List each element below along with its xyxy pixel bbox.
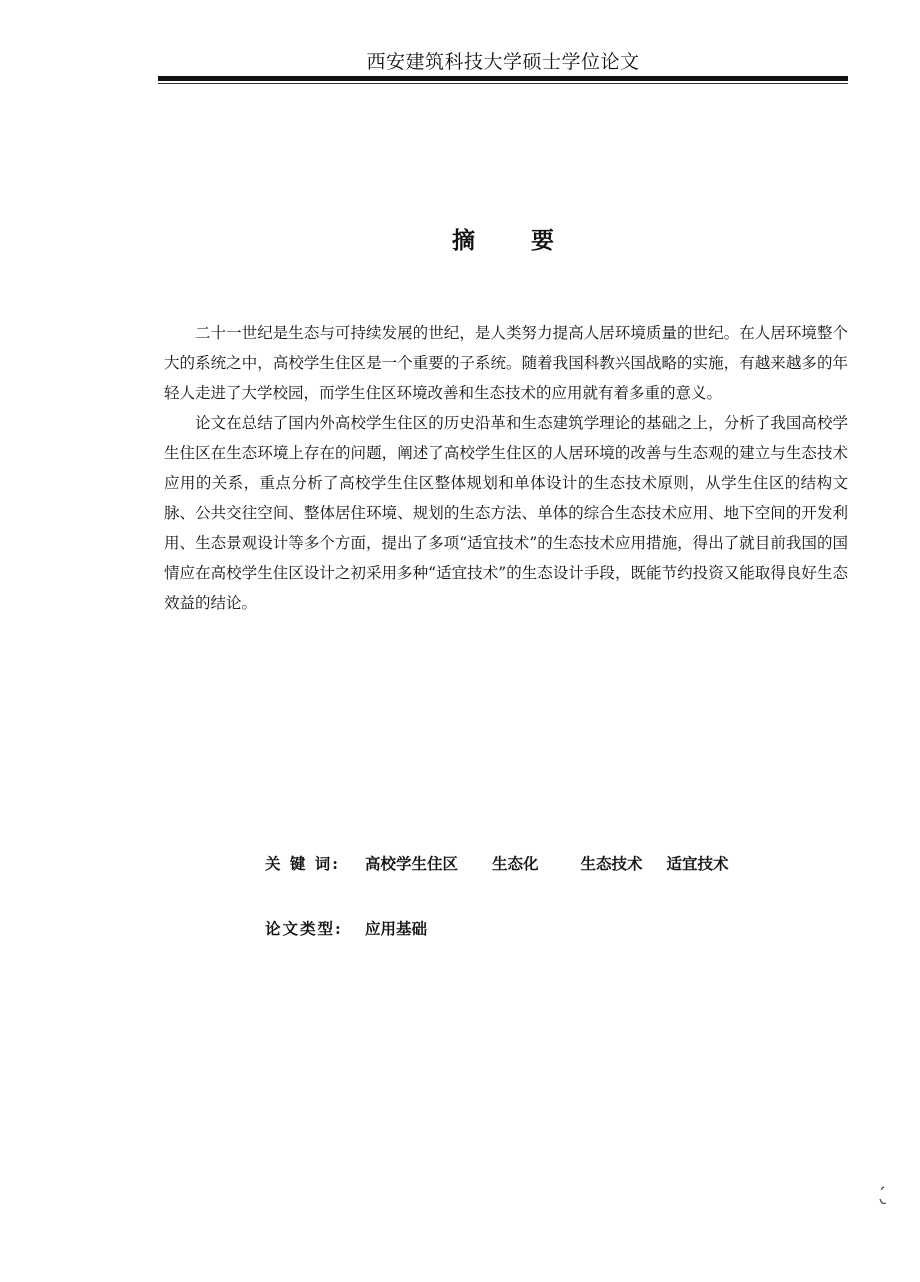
keywords-label: 关 键 词: <box>265 854 341 873</box>
header-rule-thick <box>158 76 848 81</box>
thesis-type-label: 论文类型: <box>265 919 343 938</box>
keyword-item: 适宜技术 <box>666 854 729 873</box>
keyword-item: 生态技术 <box>580 854 643 873</box>
keyword-item: 高校学生住区 <box>365 854 459 873</box>
keywords-section <box>265 852 763 941</box>
keyword-item: 生态化 <box>492 854 539 873</box>
running-header: 西安建筑科技大学硕士学位论文 <box>366 51 640 73</box>
header-rule-thin <box>158 83 848 84</box>
thesis-type-row <box>265 917 763 941</box>
abstract-paragraph-2: 论文在总结了国内外高校学生住区的历史沿革和生态建筑学理论的基础之上，分析了我国高校学生住区在生态环境上存在的问题，阐述了高校学生住区的人居环境的改善与生态观的建立与生态技术应用的关系，重点分析了高校学生住区整体规划和单体设计的生态技术原则，从学生住区的结构文脉、公共交往空间、整体居住环境、规划的生态方法、单体的综合生态技术应用、地下空间的开发利用、生态景观设计等多个方面，提出了多项“适宜技术”的生态技术应用措施，得出了就目前我国的国情应在高校学生住区设计之初采用多种“适宜技术”的生态设计手段，既能节约投资又能取得良好生态效益的结论。 <box>164 414 848 612</box>
abstract-title: 摘 要 <box>451 227 578 254</box>
scan-mark <box>878 1185 888 1210</box>
abstract-paragraph-1: 二十一世纪是生态与可持续发展的世纪，是人类努力提高人居环境质量的世纪。在人居环境整个大的系统之中，高校学生住区是一个重要的子系统。随着我国科教兴国战略的实施，有越来越多的年轻人走进了大学校园，而学生住区环境改善和生态技术的应用就有着多重的意义。 <box>164 324 848 402</box>
abstract-body <box>164 318 848 618</box>
scan-mark-glyph <box>878 1185 888 1207</box>
thesis-type-value: 应用基础 <box>365 919 428 938</box>
keywords-row <box>265 852 763 876</box>
